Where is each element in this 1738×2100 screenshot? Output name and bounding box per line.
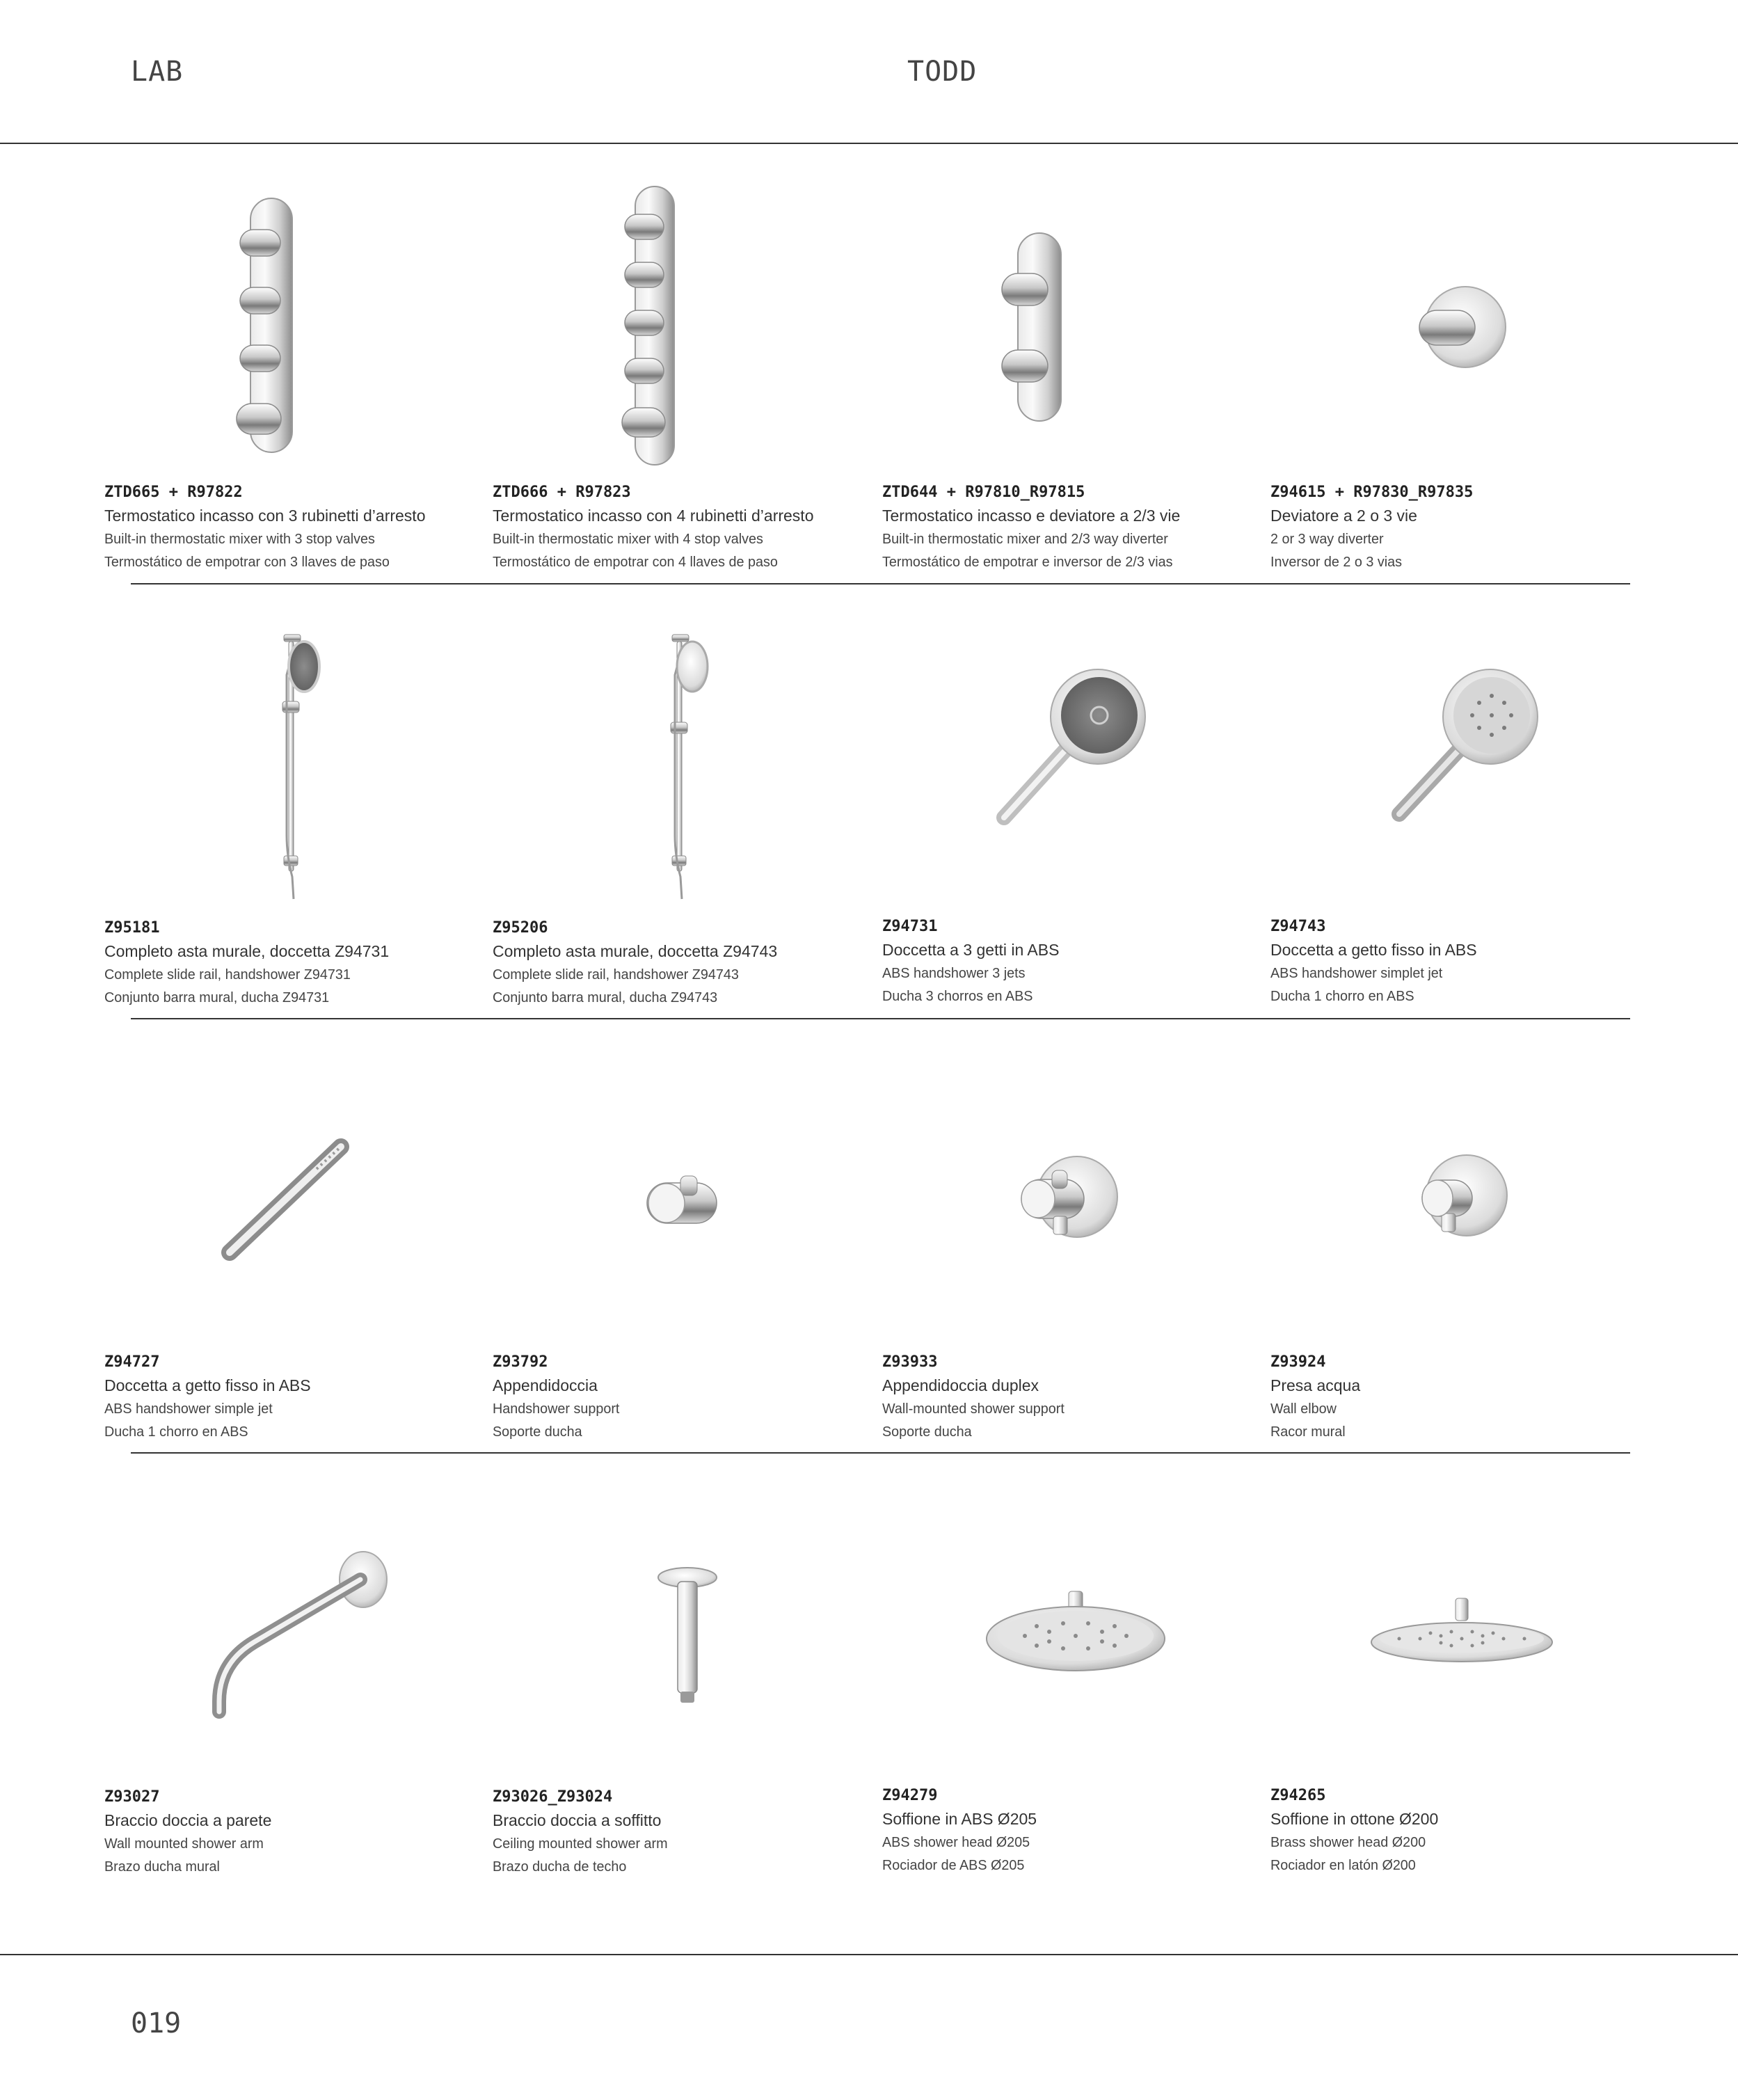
description-it: Doccetta a 3 getti in ABS [882, 941, 1060, 959]
wall-shower-arm-icon [104, 1500, 480, 1792]
product-code: Z93933 [882, 1353, 938, 1371]
handshower-holder-icon [493, 1065, 868, 1357]
description-es: Ducha 1 chorro en ABS [1270, 988, 1414, 1004]
thermostatic-panel-4-valves-icon [493, 181, 868, 473]
description-en: Wall-mounted shower support [882, 1401, 1065, 1417]
description-en: Built-in thermostatic mixer with 4 stop valves [493, 531, 763, 547]
description-es: Racor mural [1270, 1424, 1346, 1440]
product-code: Z94615 + R97830_R97835 [1270, 484, 1474, 501]
description-it: Doccetta a getto fisso in ABS [104, 1376, 311, 1394]
description-en: Complete slide rail, handshower Z94731 [104, 967, 351, 983]
description-en: ABS shower head Ø205 [882, 1834, 1030, 1850]
description-it: Soffione in ABS Ø205 [882, 1810, 1037, 1828]
description-es: Conjunto barra mural, ducha Z94731 [104, 989, 330, 1005]
description-en: Handshower support [493, 1401, 620, 1417]
duplex-holder-icon [882, 1065, 1258, 1357]
description-es: Conjunto barra mural, ducha Z94743 [493, 989, 718, 1005]
description-es: Termostático de empotrar con 3 llaves de paso [104, 554, 390, 570]
description-en: ABS handshower simplet jet [1270, 965, 1443, 981]
ceiling-shower-arm-icon [493, 1500, 868, 1792]
slide-rail-set-icon [104, 626, 480, 918]
description-en: Complete slide rail, handshower Z94743 [493, 967, 739, 983]
description-en: ABS handshower 3 jets [882, 965, 1026, 981]
description-es: Inversor de 2 o 3 vias [1270, 554, 1402, 570]
product-code: Z93924 [1270, 1353, 1326, 1371]
description-it: Appendidoccia duplex [882, 1376, 1039, 1394]
description-en: Brass shower head Ø200 [1270, 1834, 1426, 1850]
description-en: Ceiling mounted shower arm [493, 1836, 668, 1852]
product-code: Z95181 [104, 919, 160, 937]
description-es: Rociador de ABS Ø205 [882, 1857, 1025, 1873]
description-it: Completo asta murale, doccetta Z94731 [104, 942, 390, 960]
catalog-section-todd: TODD [907, 56, 978, 88]
diverter-knob-icon [1270, 181, 1646, 473]
description-it: Completo asta murale, doccetta Z94743 [493, 942, 778, 960]
description-it: Soffione in ottone Ø200 [1270, 1810, 1439, 1828]
description-it: Braccio doccia a soffitto [493, 1811, 662, 1829]
product-code: Z94265 [1270, 1787, 1326, 1804]
product-code: Z93027 [104, 1788, 160, 1806]
product-code: ZTD666 + R97823 [493, 484, 631, 501]
description-it: Deviatore a 2 o 3 vie [1270, 507, 1417, 525]
description-it: Termostatico incasso e deviatore a 2/3 vie [882, 507, 1181, 525]
stick-handshower-icon [104, 1065, 480, 1357]
thermostatic-panel-diverter-icon [882, 181, 1258, 473]
description-it: Braccio doccia a parete [104, 1811, 272, 1829]
product-code: ZTD644 + R97810_R97815 [882, 484, 1085, 501]
description-es: Soporte ducha [493, 1424, 582, 1440]
row-divider [131, 1452, 1630, 1454]
description-es: Termostático de empotrar con 4 llaves de paso [493, 554, 778, 570]
page-number: 019 [131, 2007, 182, 2039]
row-divider [131, 1018, 1630, 1019]
description-it: Termostatico incasso con 4 rubinetti d’arresto [493, 507, 814, 525]
product-code: Z95206 [493, 919, 548, 937]
product-code: Z94743 [1270, 918, 1326, 935]
product-code: Z94279 [882, 1787, 938, 1804]
footer-divider [0, 1954, 1738, 1955]
row-divider [131, 583, 1630, 584]
product-code: ZTD665 + R97822 [104, 484, 243, 501]
description-es: Ducha 1 chorro en ABS [104, 1424, 248, 1440]
description-it: Doccetta a getto fisso in ABS [1270, 941, 1477, 959]
catalog-section-lab: LAB [131, 56, 184, 88]
description-en: Wall mounted shower arm [104, 1836, 264, 1852]
description-es: Termostático de empotrar e inversor de 2/3 vias [882, 554, 1173, 570]
description-es: Soporte ducha [882, 1424, 972, 1440]
description-en: ABS handshower simple jet [104, 1401, 273, 1417]
description-es: Brazo ducha de techo [493, 1859, 627, 1875]
handshower-single-jet-icon [1270, 626, 1646, 918]
thin-shower-head-icon [1270, 1500, 1646, 1792]
description-en: Built-in thermostatic mixer with 3 stop valves [104, 531, 375, 547]
thermostatic-panel-3-valves-icon [104, 181, 480, 473]
product-code: Z94727 [104, 1353, 160, 1371]
slide-rail-set-icon [493, 626, 868, 918]
product-code: Z94731 [882, 918, 938, 935]
handshower-3-jets-icon [882, 626, 1258, 918]
description-en: Wall elbow [1270, 1401, 1337, 1417]
description-en: 2 or 3 way diverter [1270, 531, 1384, 547]
description-es: Rociador en latón Ø200 [1270, 1857, 1416, 1873]
round-shower-head-icon [882, 1500, 1258, 1792]
product-code: Z93026_Z93024 [493, 1788, 613, 1806]
product-code: Z93792 [493, 1353, 548, 1371]
description-it: Termostatico incasso con 3 rubinetti d’arresto [104, 507, 426, 525]
description-es: Ducha 3 chorros en ABS [882, 988, 1033, 1004]
description-it: Presa acqua [1270, 1376, 1361, 1394]
description-it: Appendidoccia [493, 1376, 598, 1394]
description-es: Brazo ducha mural [104, 1859, 220, 1875]
header-divider [0, 143, 1738, 144]
wall-elbow-icon [1270, 1065, 1646, 1357]
description-en: Built-in thermostatic mixer and 2/3 way diverter [882, 531, 1168, 547]
